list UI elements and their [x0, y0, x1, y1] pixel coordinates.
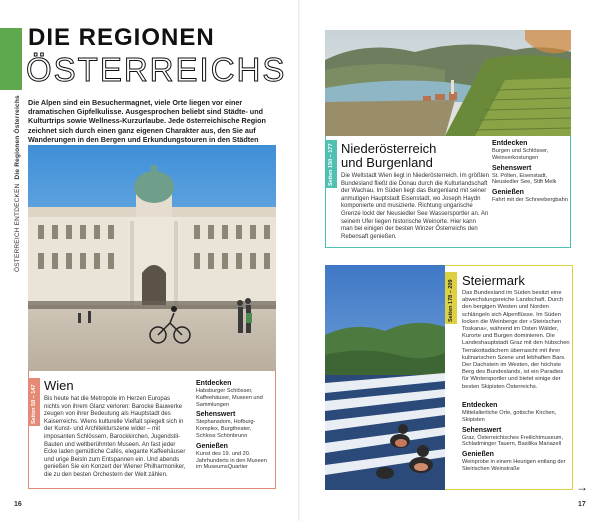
page-title-line1: DIE REGIONEN [28, 24, 215, 51]
noe-pages: Seiten 150 – 177 [328, 143, 334, 186]
noe-body: Die Weltstadt Wien liegt in Niederösterreich. Im größten Bundesland fließt die Donau durch die Kulturlandschaft der Wachau. Im Süden liegt das Burgenland mit seiner anmutigen Hauptstadt Eisenstadt, wo Joseph Haydn komponierte und musizierte. Richtung ungarische Grenze lockt der Neusiedler See Wassersportler an. An seinem Ufer liegen historische Weinorte. Hier kann man bei einigen der besten Winzer Österreichs den Rebensaft genießen. [341, 173, 489, 240]
wien-fact-text-2: Stephansdom, Hofburg-Komplex, Burgtheater, Schloss Schönbrunn [196, 419, 256, 439]
running-head [3, 92, 19, 272]
noe-fact-heading-3: Genießen [492, 189, 524, 197]
wien-fact-text-1: Habsburger Schlösser, Kaffeehäuser, Museen und Sammlungen [196, 388, 263, 408]
noe-page-tab [325, 140, 337, 188]
wien-fact-heading-1: Entdecken [196, 380, 232, 387]
wien-facts [196, 380, 272, 471]
wien-pages: Seiten 58 – 147 [31, 384, 37, 424]
running-head-light: ÖSTERREICH ENTDECKEN [14, 183, 21, 272]
steiermark-fact-text-1: Mittelalterliche Orte, gotische Kirchen, Skipisten [462, 410, 557, 423]
page-number-left: 16 [14, 501, 22, 508]
steiermark-fact-text-2: Graz, Österreichisches Freilichtmuseum, Schladminger Tauern, Basilika Mariazell [462, 434, 564, 448]
steiermark-title: Steiermark [462, 273, 525, 288]
intro-text: Die Alpen sind ein Besuchermagnet, viele Orte liegen vor einer dramatischen Gipfelkulisse. Ausgesprochen beliebt sind Städte- und Kulturtrips sowie Wellness-Kurzurlaube. Jede österreichische Region zeichnet sich durch einen ganz eigenen Charakter aus, den Sie auf Wanderungen in den Bergen und Erkundungstouren in den Städten [28, 98, 266, 144]
right-page [300, 0, 600, 521]
wachau-photo [325, 30, 571, 136]
steiermark-page-tab [445, 272, 457, 324]
steiermark-fact-heading-2: Sehenswert [462, 426, 502, 434]
noe-title-line1: Niederösterreich [341, 141, 437, 156]
wien-photo [28, 145, 276, 371]
wien-fact-heading-2: Sehenswert [196, 411, 236, 419]
steiermark-photo [325, 265, 445, 490]
wien-title: Wien [44, 378, 74, 393]
running-head-bold: Die Regionen Österreichs [14, 95, 21, 180]
steiermark-fact-heading-3: Genießen [462, 451, 494, 459]
noe-fact-heading-2: Sehenswert [492, 164, 532, 172]
noe-fact-text-1: Burgen und Schlösser, Weinverkostungen [492, 148, 549, 161]
wien-fact-text-3: Kunst des 19. und 20. Jahrhunderts in den Museen im MuseumsQuartier [196, 450, 267, 471]
steiermark-pages: Seiten 178 – 209 [448, 279, 454, 322]
wien-fact-heading-3: Genießen [196, 442, 228, 450]
steiermark-fact-text-3: Weinprobe in einem Heurigen entlang der Steirischen Weinstraße [462, 459, 566, 472]
noe-title-line2: und Burgenland [341, 155, 433, 170]
page-number-right: 17 [578, 501, 586, 508]
steiermark-fact-heading-1: Entdecken [462, 402, 498, 409]
page-title-line2: ÖSTERREICHS [26, 51, 287, 88]
noe-fact-text-2: St. Pölten, Eisenstadt, Neusiedler See, Stift Melk [492, 172, 557, 186]
wien-page-tab [28, 378, 40, 426]
section-color-tab [0, 28, 22, 90]
noe-fact-heading-1: Entdecken [492, 140, 528, 147]
arrow-right-icon: → [576, 480, 588, 494]
steiermark-facts [462, 402, 570, 473]
noe-fact-text-3: Fahrt mit der Schneebergbahn [492, 197, 568, 204]
wien-body: Bis heute hat die Metropole im Herzen Europas nichts von ihrem Glanz verloren: Barocke Bauwerke zeugen von ihrer Bedeutung als Hauptstadt des Kaiserreichs. Wiens kulturelle Vielfalt spiegelt sich in der Kunst- und Architekturszene wider – mit imposanten Schlössern, Barockkirchen, Jugendstil-Bauten und weltberühmten Museen. An fast jeder Ecke laden gemütliche Cafés, elegante Kaffeehäuser und urige Beisln zum Entspannen ein. Und abends genießen Sie ein Konzert der Wiener Philharmoniker, die zu den besten Orchestern der Welt zählen. [44, 396, 186, 478]
noe-facts [492, 140, 568, 204]
steiermark-body: Das Bundesland im Süden besitzt eine abwechslungsreiche Landschaft. Durch den bergigen Westen und Norden schlängeln sich Alpenflüsse. Im Süden locken die Weinberge der »Steirischen Toskana«, während im Osten Wälder, Kurorte und Burgen dominieren. Die Landeshauptstadt Graz mit den hübschen Terrakottadächern überrascht mit ihrer kulinarischen Szene und lebhaften Bars. Der Dachstein im Westen, der höchste Berg des Bundeslands, ist ein Paradies für Wintersportler und bietet einige der besten Skipisten Österreichs. [462, 290, 570, 390]
